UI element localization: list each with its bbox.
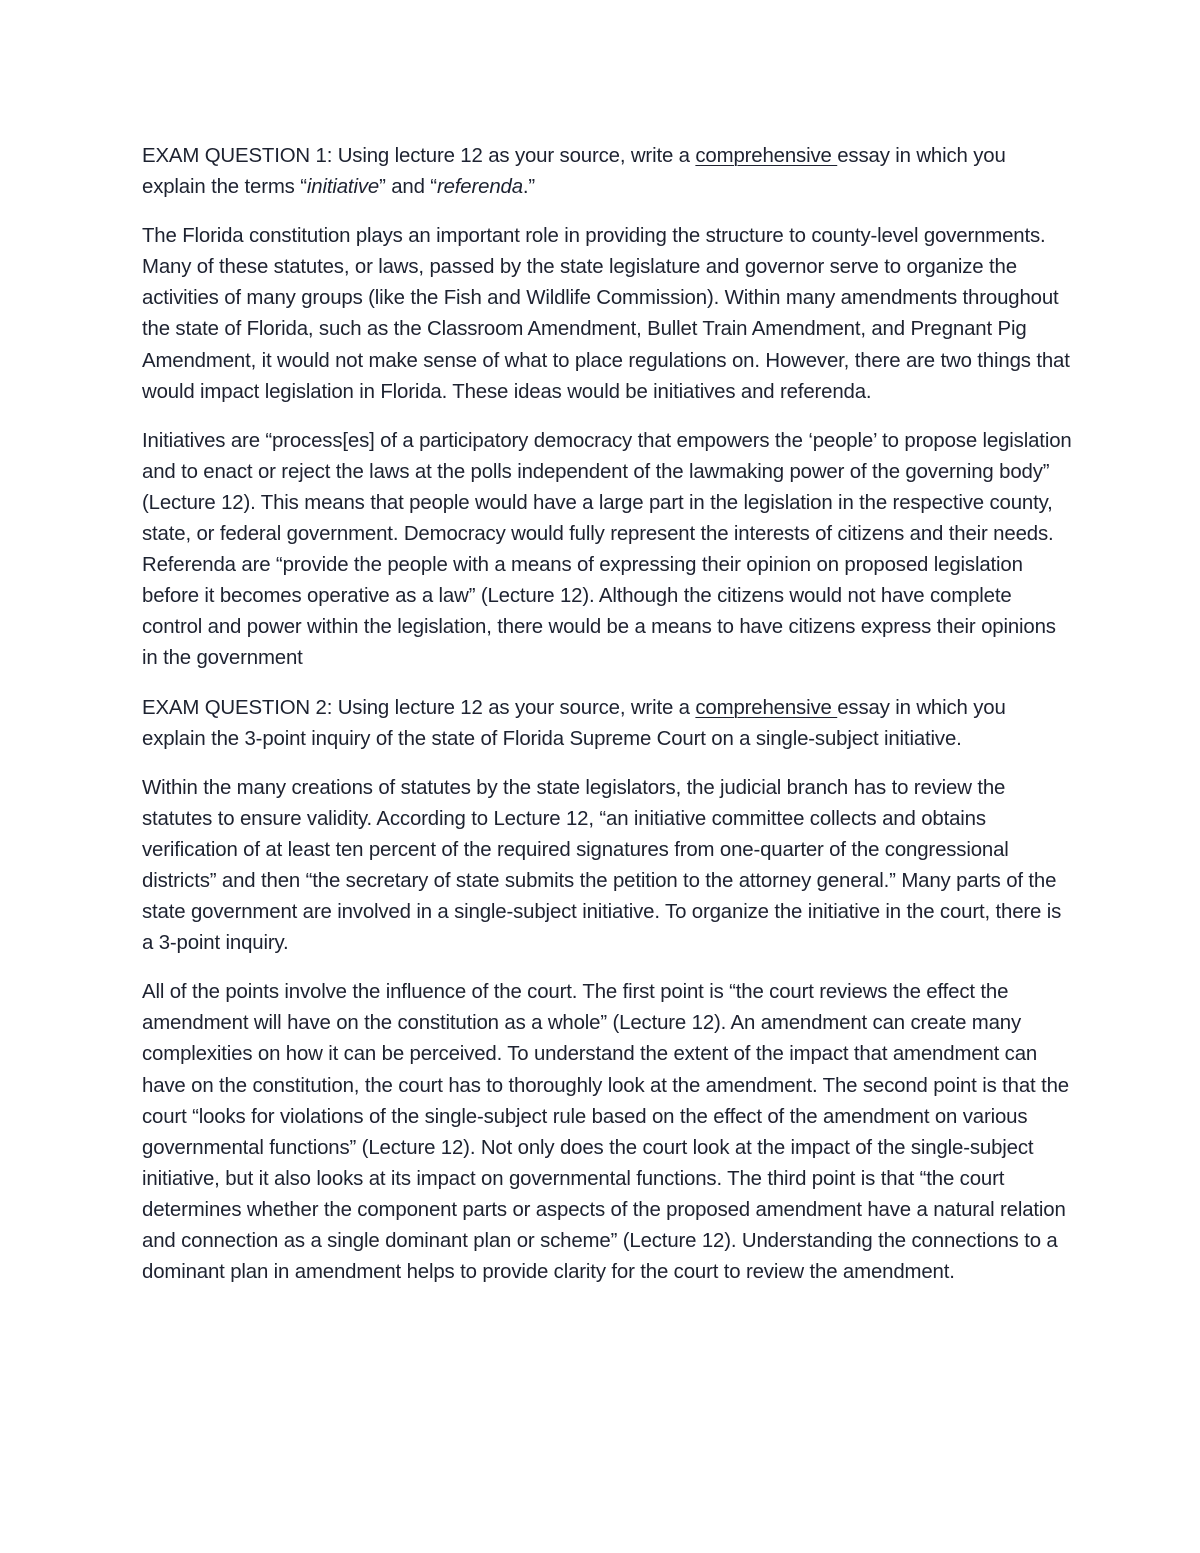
exam-question-2 <box>142 693 1072 755</box>
q1-end: .” <box>522 176 536 199</box>
q1-underlined-word: comprehensive <box>695 145 838 167</box>
q2-answer-paragraph: Within the many creations of statutes by the state legislators, the judicial branch has to review the statutes to ensure validity. According to Lecture 12, “an initiative committee collects and obtains verification of at least ten percent of the required signatures from one-quarter of the congressional districts” and then “the secretary of state submits the petition to the attorney general.” Many parts of the state government are involved in a single-subject initiative. To organize the initiative in the court, there is a 3-point inquiry. <box>142 776 1062 955</box>
q2-end: essay in which you explain the 3-point inquiry of the state of Florida Supreme Court on a single-subject initiative. <box>142 696 1006 750</box>
q2-answer-paragraph: All of the points involve the influence of the court. The first point is “the court reviews the effect the amendment will have on the constitution as a whole” (Lecture 12). An amendment can create many complexities on how it can be perceived. To understand the extent of the impact that amendment can have on the constitution, the court has to thoroughly look at the amendment. The second point is that the court “looks for violations of the single-subject rule based on the effect of the amendment on various governmental functions” (Lecture 12). Not only does the court look at the impact of the single-subject initiative, but it also looks at its impact on governmental functions. The third point is that “the court determines whether the component parts or aspects of the proposed amendment have a natural relation and connection as a single dominant plan or scheme” (Lecture 12). Understanding the connections to a dominant plan in amendment helps to provide clarity for the court to review the amendment. <box>142 981 1069 1284</box>
q1-middle: essay in which you explain the terms “ <box>142 145 1006 199</box>
q1-term-referenda: referenda <box>436 176 523 199</box>
q2-prefix: EXAM QUESTION 2: Using lecture 12 as your source, write a <box>142 696 696 719</box>
q1-answer-paragraph: Initiatives are “process[es] of a participatory democracy that empowers the ‘people’ to propose legislation and to enact or reject the laws at the polls independent of the lawmaking power of the governing body” (Lecture 12). This means that people would have a large part in the legislation in the respective county, state, or federal government. Democracy would fully represent the interests of citizens and their needs. Referenda are “provide the people with a means of expressing their opinion on proposed legislation before it becomes operative as a law” (Lecture 12). Although the citizens would not have complete control and power within the legislation, there would be a means to have citizens express their opinions in the government <box>142 429 1072 670</box>
q1-answer-paragraph: The Florida constitution plays an important role in providing the structure to county-level governments. Many of these statutes, or laws, passed by the state legislature and governor serve to organize the activities of many groups (like the Fish and Wildlife Commission). Within many amendments throughout the state of Florida, such as the Classroom Amendment, Bullet Train Amendment, and Pregnant Pig Amendment, it would not make sense of what to place regulations on. However, there are two things that would impact legislation in Florida. These ideas would be initiatives and referenda. <box>142 225 1070 403</box>
document-body <box>142 141 1072 1306</box>
exam-question-1 <box>142 141 1072 203</box>
q1-join: ” and “ <box>379 176 437 199</box>
q1-term-initiative: initiative <box>306 176 380 199</box>
q1-prefix: EXAM QUESTION 1: Using lecture 12 as your source, write a <box>142 145 696 167</box>
q2-underlined-word: comprehensive <box>695 696 838 719</box>
